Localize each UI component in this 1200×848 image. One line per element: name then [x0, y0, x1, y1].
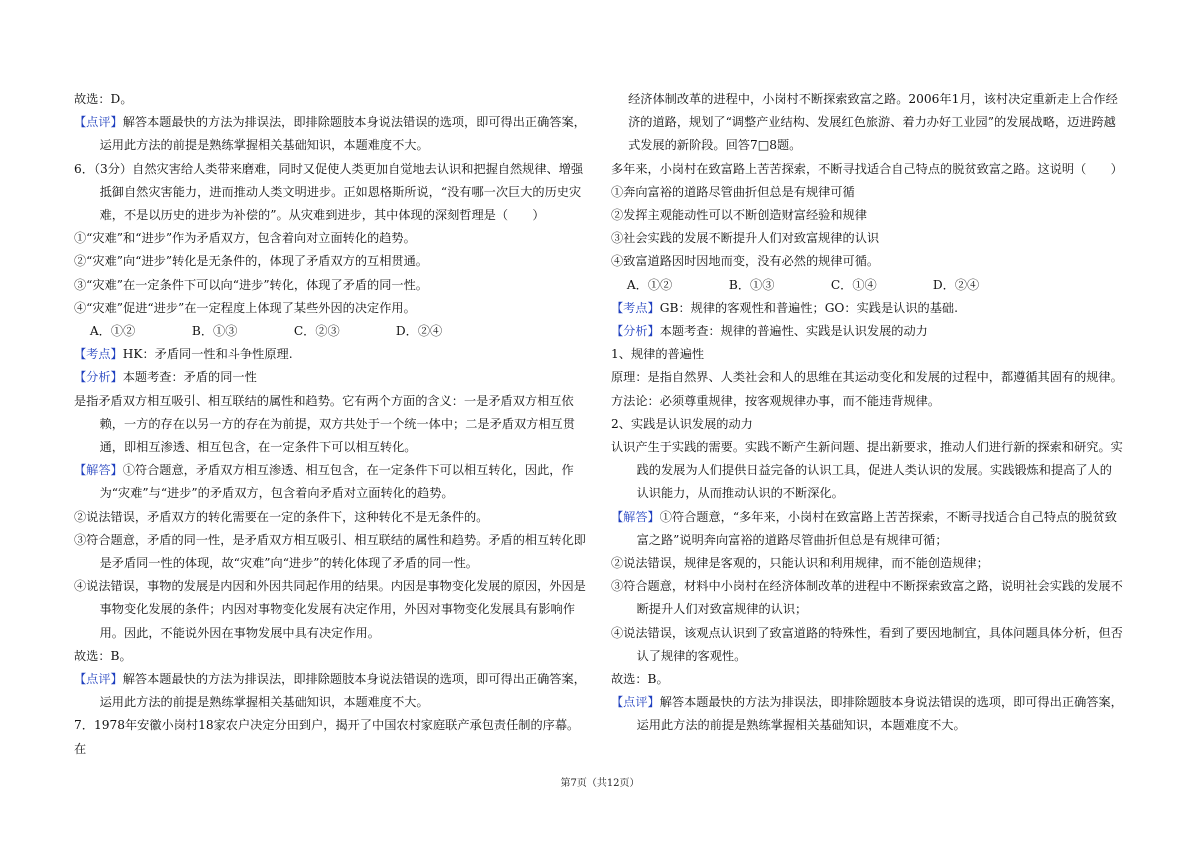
knowledge-text: GB：规律的客观性和普遍性；GO：实践是认识的基础.: [659, 300, 958, 315]
review-paragraph: [74, 111, 586, 157]
analysis-detail: 是指矛盾双方相互吸引、相互联结的属性和趋势。它有两个方面的含义：一是矛盾双方相互依赖，一方的存在以另一方的存在为前提，双方共处于一个统一体中；二是矛盾双方相互贯通，即相互渗透、相互包含，在一定条件下可以相互转化。: [74, 393, 575, 455]
answer-line: 故选：B。: [74, 648, 132, 663]
review-tag: 【点评】: [611, 695, 660, 710]
statement-4: ④致富道路因时因地而变，没有必然的规律可循。: [611, 254, 880, 269]
statement-2: ②“灾难”向“进步”转化是无条件的，体现了矛盾双方的互相贯通。: [74, 254, 428, 269]
option-c: C．②③: [293, 324, 340, 339]
question-7-continued: 经济体制改革的进程中，小岗村不断探索致富之路。2006年1月，该村决定重新走上合作经济的道路，规划了“调整产业结构、发展红色旅游、着力办好工业园”的发展战略，迈进跨越式发展的新阶段。回答7□8题。: [628, 92, 1118, 153]
options-row: [74, 320, 586, 343]
analysis-tag: 【分析】: [74, 370, 123, 385]
heading-1: 1、规律的普遍性: [611, 347, 705, 362]
option-a: A．①②: [89, 324, 136, 339]
review-paragraph: [611, 691, 1123, 737]
review-text: 解答本题最快的方法为排误法，即排除题肢本身说法错误的选项，即可得出正确答案，运用此方法的前提是熟练掌握相关基础知识，本题难度不大。: [99, 115, 586, 153]
methodology: 方法论：必须尊重规律，按客观规律办事，而不能违背规律。: [611, 393, 941, 408]
question-7-intro: 7．1978年安徽小岗村18家农户决定分田到户，揭开了中国农村家庭联产承包责任制的序幕。在: [74, 718, 580, 756]
analysis-text: 本题考查：规律的普遍性、实践是认识发展的动力: [659, 324, 928, 339]
analysis-text: 本题考查：矛盾的同一性: [122, 370, 257, 385]
heading-2: 2、实践是认识发展的动力: [611, 416, 753, 431]
knowledge-tag: 【考点】: [611, 300, 660, 315]
option-b: B．①③: [728, 277, 775, 292]
solution-tag: 【解答】: [611, 509, 660, 524]
review-text: 解答本题最快的方法为排误法，即排除题肢本身说法错误的选项，即可得出正确答案，运用此方法的前提是熟练掌握相关基础知识，本题难度不大。: [99, 672, 586, 710]
option-d: D．②④: [395, 324, 443, 339]
analysis-tag: 【分析】: [611, 324, 660, 339]
solution-1: [611, 506, 1123, 552]
options-row: [611, 274, 1123, 297]
review-text: 解答本题最快的方法为排误法，即排除题肢本身说法错误的选项，即可得出正确答案，运用此方法的前提是熟练掌握相关基础知识，本题难度不大。: [636, 695, 1123, 733]
solution-3: ③符合题意，材料中小岗村在经济体制改革的进程中不断探索致富之路，说明社会实践的发展不断提升人们对致富规律的认识；: [611, 579, 1123, 617]
option-c: C．①④: [830, 277, 877, 292]
statement-3: ③“灾难”在一定条件下可以向“进步”转化，体现了矛盾的同一性。: [74, 277, 428, 292]
solution-2: ②说法错误，规律是客观的，只能认识和利用规律，而不能创造规律；: [611, 556, 989, 571]
left-column: [74, 88, 586, 761]
solution-4: ④说法错误，事物的发展是内因和外因共同起作用的结果。内因是事物变化发展的原因，外因是事物变化发展的条件；内因对事物变化发展有决定作用，外因对事物变化发展具有影响作用。因此，不能说外因在事物发展中具有决定作用。: [74, 579, 586, 640]
analysis: [74, 366, 586, 389]
practice-text: 认识产生于实践的需要。实践不断产生新问题、提出新要求，推动人们进行新的探索和研究。实践的发展为人们提供日益完备的认识工具，促进人类认识的发展。实践锻炼和提高了人的认识能力，从而推动认识的不断深化。: [611, 440, 1123, 501]
statement-4: ④“灾难”促进“进步”在一定程度上体现了某些外因的决定作用。: [74, 300, 416, 315]
option-b: B．①③: [191, 324, 238, 339]
knowledge-point: [74, 343, 586, 366]
option-d: D．②④: [932, 277, 980, 292]
question-6: 6．（3分）自然灾害给人类带来磨难，同时又促使人类更加自觉地去认识和把握自然规律、增强抵御自然灾害能力，进而推动人类文明进步。正如恩格斯所说，“没有哪一次巨大的历史灾难，不是以历史的进步为补偿的”。从灾难到进步，其中体现的深刻哲理是（ ）: [74, 161, 584, 223]
solution-4: ④说法错误，该观点认识到了致富道路的特殊性，看到了要因地制宜，具体问题具体分析，但否认了规律的客观性。: [611, 625, 1123, 663]
solution-2: ②说法错误，矛盾双方的转化需要在一定的条件下，这种转化不是无条件的。: [74, 509, 489, 524]
right-column: [611, 88, 1123, 738]
knowledge-text: HK：矛盾同一性和斗争性原理.: [122, 347, 293, 362]
statement-2: ②发挥主观能动性可以不断创造财富经验和规律: [611, 208, 867, 223]
statement-3: ③社会实践的发展不断提升人们对致富规律的认识: [611, 231, 880, 246]
review-paragraph: [74, 668, 586, 714]
answer-line: 故选：D。: [74, 92, 133, 106]
statement-1: ①“灾难”和“进步”作为矛盾双方，包含着向对立面转化的趋势。: [74, 231, 416, 246]
question-7: 多年来，小岗村在致富路上苦苦探索，不断寻找适合自己特点的脱贫致富之路。这说明（ ）: [611, 161, 1123, 176]
answer-line: 故选：B。: [611, 672, 669, 687]
solution-tag: 【解答】: [74, 463, 123, 478]
statement-1: ①奔向富裕的道路尽管曲折但总是有规律可循: [611, 184, 855, 199]
solution-text-1: ①符合题意，“多年来，小岗村在致富路上苦苦探索，不断寻找适合自己特点的脱贫致富之路”说明奔向富裕的道路尽管曲折但总是有规律可循；: [636, 509, 1117, 547]
solution-1: [74, 459, 586, 505]
principle: 原理：是指自然界、人类社会和人的思维在其运动变化和发展的过程中，都遵循其固有的规律。: [611, 370, 1123, 385]
solution-3: ③符合题意，矛盾的同一性，是矛盾双方相互吸引、相互联结的属性和趋势。矛盾的相互转化即是矛盾同一性的体现，故“灾难”向“进步”的转化体现了矛盾的同一性。: [74, 532, 586, 571]
option-a: A．①②: [626, 277, 673, 292]
page-footer: 第7页（共12页）: [560, 778, 640, 789]
review-tag: 【点评】: [74, 672, 123, 687]
review-tag: 【点评】: [74, 115, 123, 130]
analysis: [611, 320, 1123, 343]
solution-text-1: ①符合题意，矛盾双方相互渗透、相互包含，在一定条件下可以相互转化，因此，作为“灾难”与“进步”的矛盾双方，包含着向矛盾对立面转化的趋势。: [99, 463, 574, 501]
knowledge-point: [611, 297, 1123, 320]
knowledge-tag: 【考点】: [74, 347, 123, 362]
